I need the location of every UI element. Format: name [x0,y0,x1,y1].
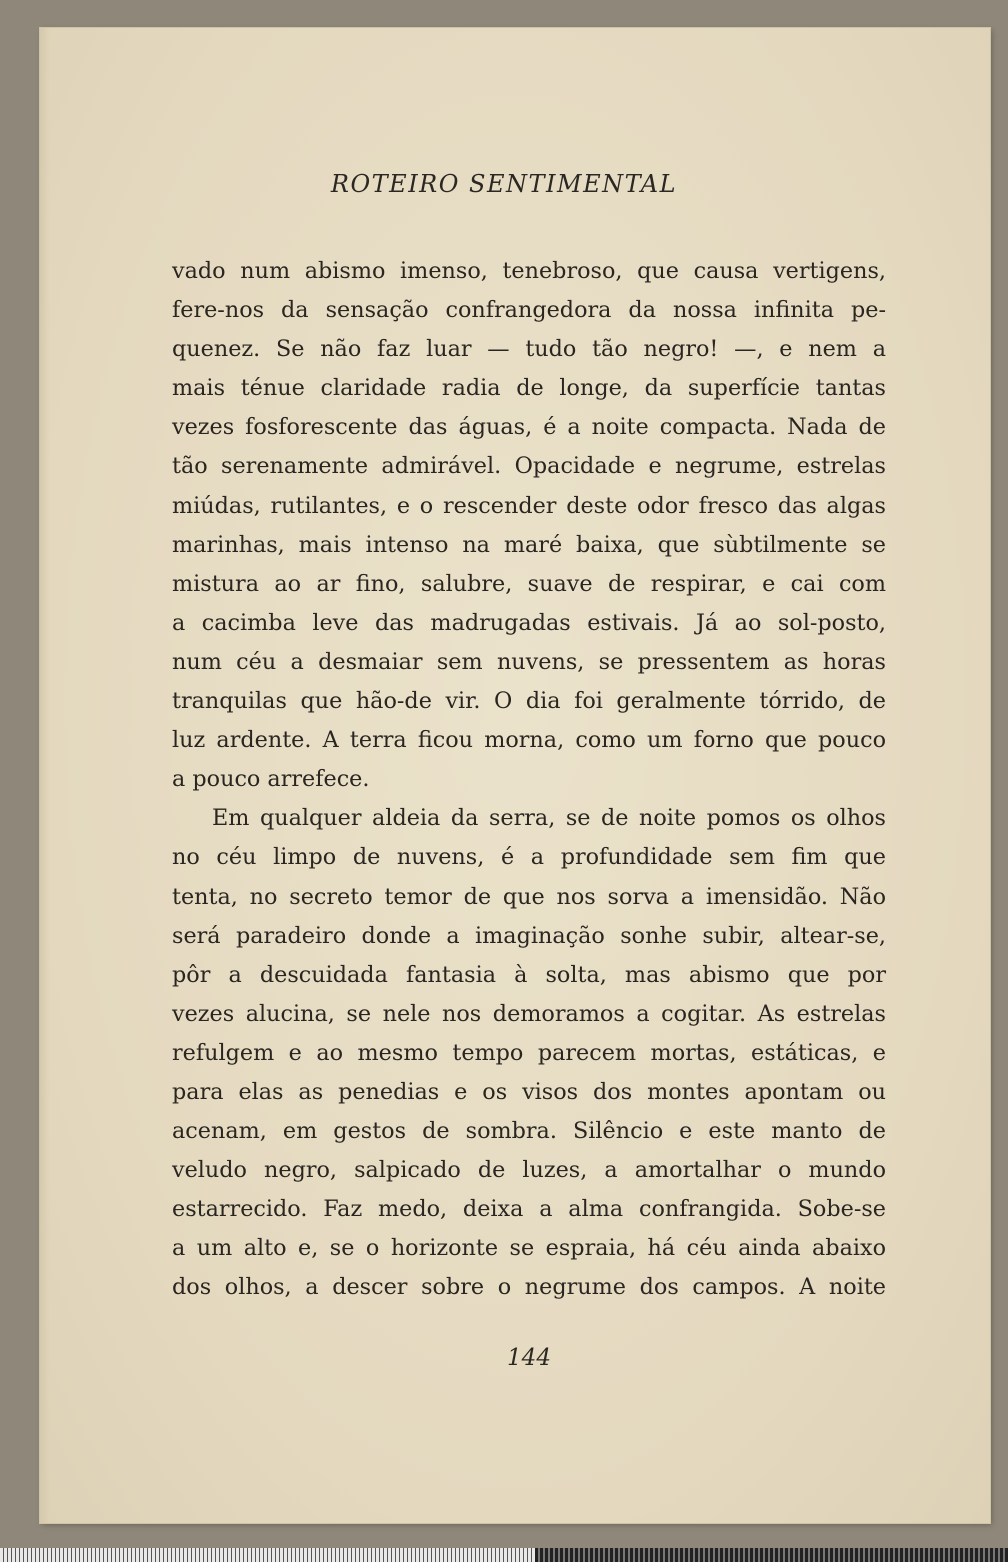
text-line: tenta, no secreto temor de que nos sorva a imensidão. Não [172,883,886,910]
text-line: Em qualquer aldeia da serra, se de noite pomos os olhos [212,805,886,832]
text-line: vezes fosforescente das águas, é a noite compacta. Nada de [172,414,886,441]
text-line: dos olhos, a descer sobre o negrume dos campos. A noite [172,1274,886,1301]
text-line: para elas as penedias e os visos dos montes apontam ou [172,1078,886,1105]
text-line: a um alto e, se o horizonte se espraia, há céu ainda abaixo [172,1235,886,1262]
text-line: luz ardente. A terra ficou morna, como um forno que pouco [172,727,886,754]
text-line: veludo negro, salpicado de luzes, a amortalhar o mundo [172,1157,886,1184]
text-line: tão serenamente admirável. Opacidade e negrume, estrelas [172,453,886,480]
text-line: mais ténue claridade radia de longe, da superfície tantas [172,375,886,402]
text-line: será paradeiro donde a imaginação sonhe subir, altear-se, [172,922,886,949]
text-line: estarrecido. Faz medo, deixa a alma confrangida. Sobe-se [172,1196,886,1223]
text-line: a cacimba leve das madrugadas estivais. Já ao sol-posto, [172,609,886,636]
text-line: vezes alucina, se nele nos demoramos a cogitar. As estrelas [172,1000,886,1027]
text-line: marinhas, mais intenso na maré baixa, que sùbtilmente se [172,531,886,558]
paragraph-1 [172,252,886,799]
text-line: a pouco arrefece. [172,766,370,793]
text-line: num céu a desmaiar sem nuvens, se pressentem as horas [172,648,886,675]
text-line: pôr a descuidada fantasia à solta, mas abismo que por [172,961,886,988]
text-line: mistura ao ar fino, salubre, suave de respirar, e cai com [172,570,886,597]
scan-ruler-dark [535,1548,1008,1562]
running-head: ROTEIRO SENTIMENTAL [330,170,678,198]
text-line: refulgem e ao mesmo tempo parecem mortas, estáticas, e [172,1039,886,1066]
body-text [172,252,886,1308]
text-line: miúdas, rutilantes, e o rescender deste odor fresco das algas [172,492,886,519]
paragraph-2 [172,799,886,1307]
page-number: 144 [507,1345,551,1371]
text-line: fere-nos da sensação confrangedora da nossa infinita pe- [172,297,886,324]
text-line: acenam, em gestos de sombra. Silêncio e este manto de [172,1118,886,1145]
text-line: quenez. Se não faz luar — tudo tão negro! —, e nem a [172,336,886,363]
page-edge [40,28,50,1523]
text-line: vado num abismo imenso, tenebroso, que causa vertigens, [172,258,886,284]
text-line: tranquilas que hão-de vir. O dia foi geralmente tórrido, de [172,688,886,715]
text-line: no céu limpo de nuvens, é a profundidade sem fim que [172,844,886,871]
